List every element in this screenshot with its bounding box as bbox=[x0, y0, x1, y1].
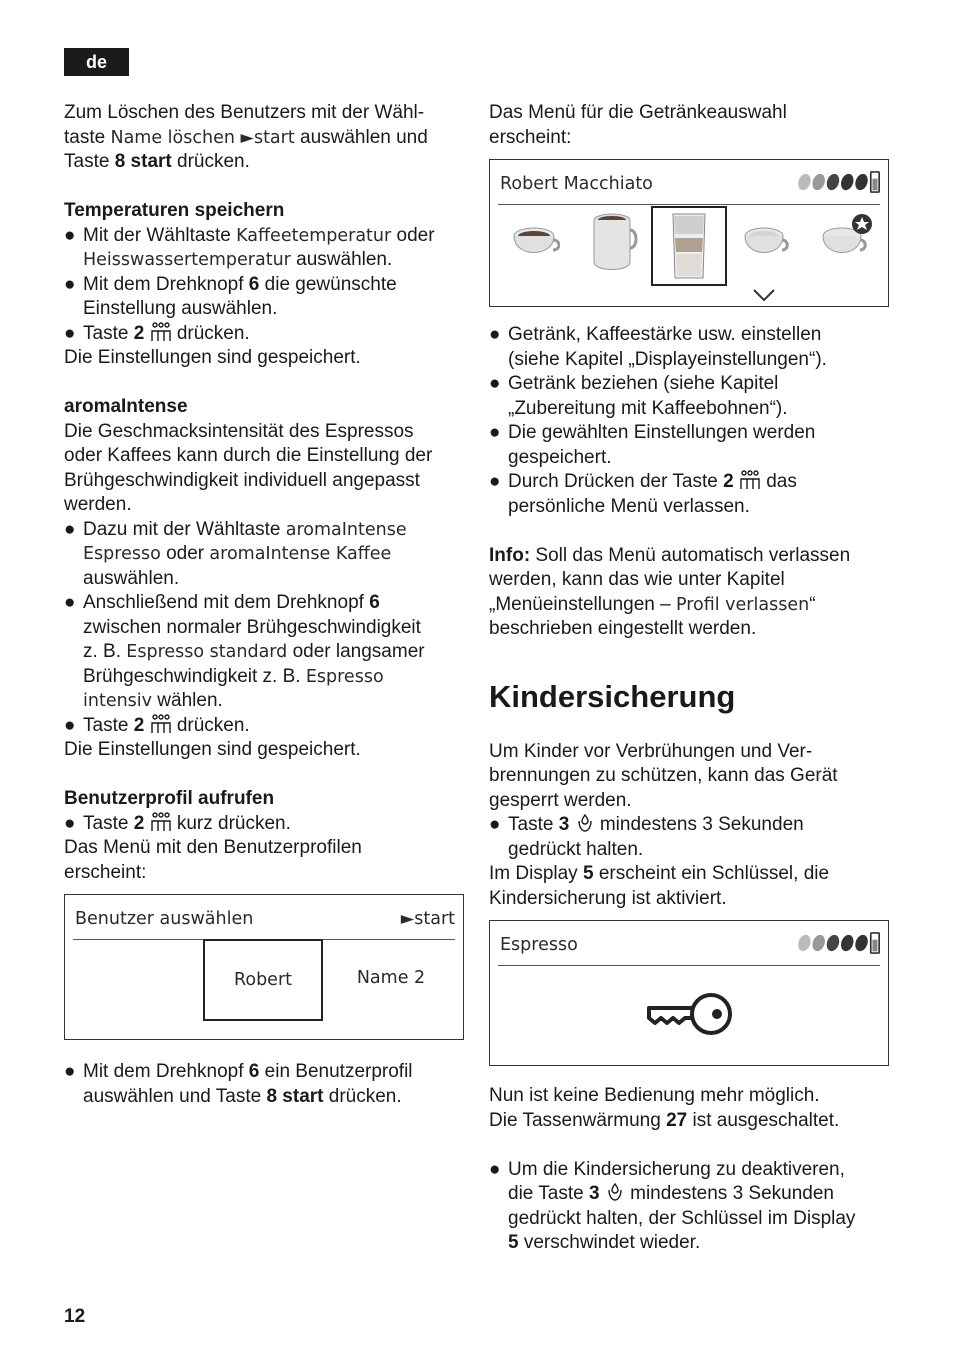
cappuccino-cup-icon[interactable] bbox=[742, 218, 790, 274]
list-item: ● Die gewählten Einstellungen werden gespeichert. bbox=[489, 422, 816, 468]
left-column bbox=[64, 101, 464, 1109]
coffee-cup-icon[interactable] bbox=[510, 218, 560, 274]
list-item: ● Durch Drücken der Taste 2 das persönliche Menü verlassen. bbox=[489, 471, 797, 517]
coffee-strength-icon bbox=[796, 170, 880, 194]
language-tag: de bbox=[64, 48, 129, 76]
saved-text: Die Einstellungen sind gespeichert. bbox=[64, 347, 361, 368]
profile-option[interactable]: Name 2 bbox=[356, 968, 426, 988]
user-profile-icon bbox=[150, 812, 172, 832]
user-profile-icon bbox=[150, 322, 172, 342]
after-lock-text: Nun ist keine Bedienung mehr möglich. Die Tassenwärmung 27 ist ausgeschaltet. bbox=[489, 1085, 840, 1131]
user-profile-icon bbox=[150, 714, 172, 734]
key-icon bbox=[645, 991, 737, 1037]
list-item: ● Mit dem Drehknopf 6 ein Benutzerprofil auswählen und Taste 8 start drücken. bbox=[64, 1061, 413, 1107]
list-item: ● Anschließend mit dem Drehknopf 6 zwischen normaler Brühgeschwindigkeit z. B. Espresso standard oder langsamer Brühgeschwindigkeit z. B. Espresso intensiv wählen. bbox=[64, 592, 425, 711]
cup-button-icon bbox=[605, 1182, 625, 1202]
info-note: Info: Soll das Menü automatisch verlassen werden, kann das wie unter Kapitel „Menüeinstellungen – Profil verlassen“ beschrieben eingestellt werden. bbox=[489, 544, 851, 639]
list-item: ● Getränk beziehen (siehe Kapitel „Zubereitung mit Kaffeebohnen“). bbox=[489, 373, 788, 419]
list-item: ● Taste 2 drücken. bbox=[64, 714, 250, 736]
display-child-lock bbox=[489, 920, 889, 1066]
child-lock-description: Um Kinder vor Verbrühungen und Ver- brennungen zu schützen, kann das Gerät gesperrt werden. bbox=[489, 740, 838, 811]
intro-text: Zum Löschen des Benutzers mit der Wähl- taste Name löschen ►start auswählen und Taste 8 start drücken. bbox=[64, 102, 428, 172]
user-profile-icon bbox=[739, 470, 761, 490]
child-lock-status: Im Display 5 erscheint ein Schlüssel, die Kindersicherung ist aktiviert. bbox=[489, 863, 830, 909]
coffee-strength-icon bbox=[796, 931, 880, 955]
list-item: ● Mit der Wähltaste Kaffeetemperatur oder Heisswassertemperatur auswählen. bbox=[64, 224, 435, 270]
menu-intro: Das Menü für die Getränkeauswahl erscheint: bbox=[489, 102, 787, 148]
list-item: ● Taste 2 drücken. bbox=[64, 322, 250, 344]
display-user-select bbox=[64, 894, 464, 1040]
profile-menu-text: Das Menü mit den Benutzerprofilen erscheint: bbox=[64, 837, 362, 883]
section-title-kindersicherung: Kindersicherung bbox=[489, 678, 736, 714]
profile-option-selected[interactable]: Robert bbox=[203, 939, 323, 1021]
saved-text: Die Einstellungen sind gespeichert. bbox=[64, 739, 361, 760]
list-item: ● Um die Kindersicherung zu deaktiveren, die Taste 3 mindestens 3 Sekunden gedrückt halten, der Schlüssel im Display 5 verschwindet wieder. bbox=[489, 1158, 856, 1253]
display-drink-select bbox=[489, 159, 889, 307]
display-title: Benutzer auswählen bbox=[75, 909, 254, 929]
mug-icon[interactable] bbox=[590, 210, 638, 276]
display-title: Robert Macchiato bbox=[500, 174, 653, 194]
drink-option-selected[interactable] bbox=[651, 206, 727, 286]
section-heading-profile: Benutzerprofil aufrufen bbox=[64, 788, 275, 809]
list-item: ● Mit dem Drehknopf 6 die gewünschte Einstellung auswählen. bbox=[64, 273, 397, 319]
aroma-description: Die Geschmacksintensität des Espressos oder Kaffees kann durch die Einstellung der Brühgeschwindigkeit individuell angepasst werden. bbox=[64, 420, 433, 515]
list-item: ● Dazu mit der Wähltaste aromaIntense Espresso oder aromaIntense Kaffee auswählen. bbox=[64, 518, 407, 589]
list-item: ● Taste 3 mindestens 3 Sekunden gedrückt halten. bbox=[489, 814, 804, 860]
list-item: ● Getränk, Kaffeestärke usw. einstellen (siehe Kapitel „Displayeinstellungen“). bbox=[489, 324, 827, 370]
right-column bbox=[489, 101, 889, 1256]
latte-glass-icon bbox=[669, 212, 709, 282]
section-heading-temperatures: Temperaturen speichern bbox=[64, 200, 285, 221]
favorite-cup-icon[interactable] bbox=[820, 212, 874, 274]
chevron-down-icon[interactable] bbox=[752, 288, 776, 302]
list-item: ● Taste 2 kurz drücken. bbox=[64, 812, 291, 834]
start-label: ►start bbox=[400, 909, 455, 929]
cup-button-icon bbox=[575, 813, 595, 833]
page-number: 12 bbox=[64, 1306, 86, 1327]
section-heading-aromaintense: aromaIntense bbox=[64, 396, 188, 417]
display-title: Espresso bbox=[500, 935, 578, 955]
